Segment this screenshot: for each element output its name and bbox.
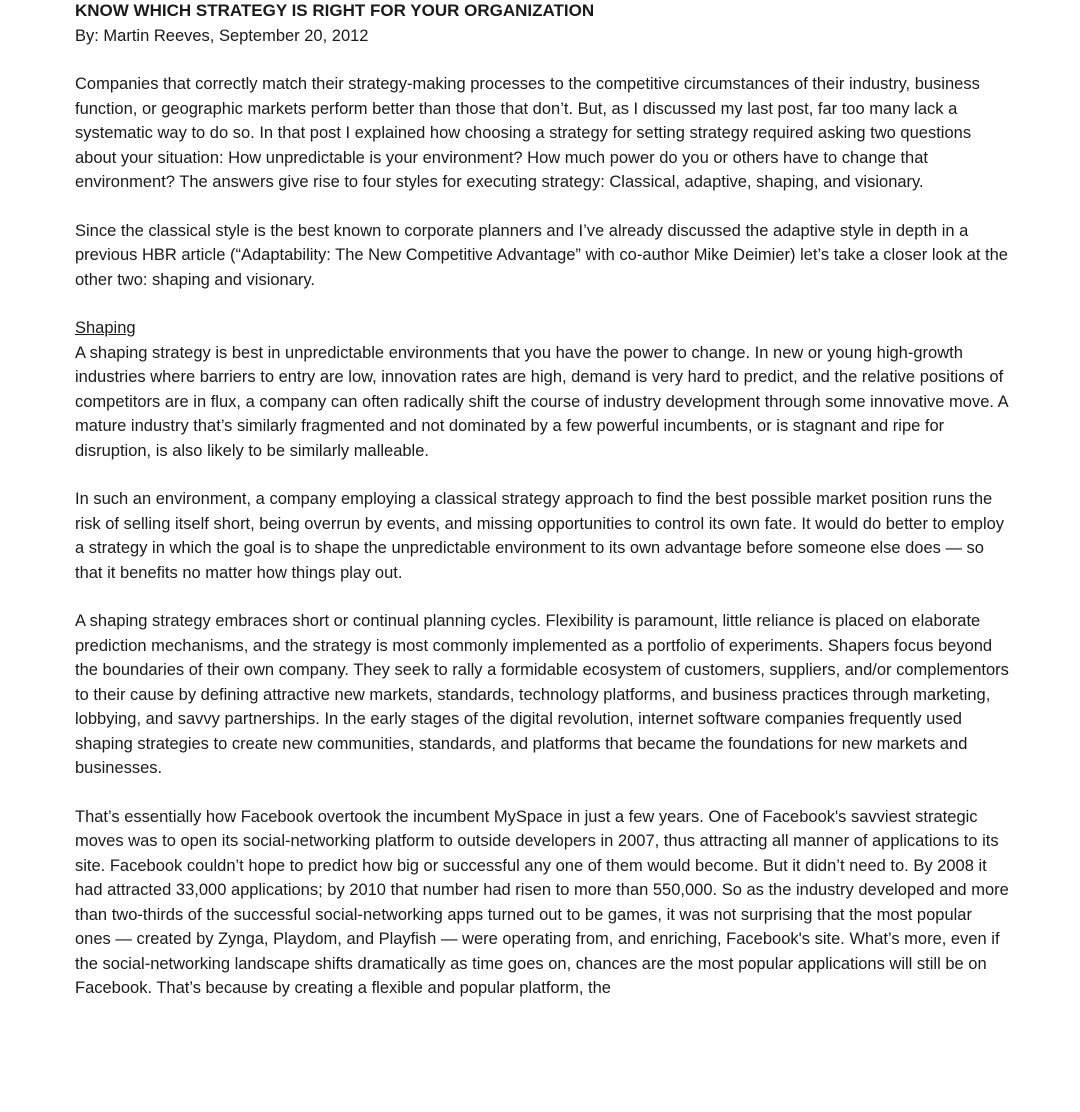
section-heading-shaping: Shaping xyxy=(75,319,136,337)
paragraph-shaping-definition: A shaping strategy is best in unpredictable environments that you have the power to change. In new or young high-growth industries where barriers to entry are low, innovation rates are high, demand is very hard to predict, and the relative positions of competitors are in flux, a company can often radically shift the course of industry development through some innovative move. A mature industry that’s similarly fragmented and not dominated by a few powerful incumbents, or is stagnant and ripe for disruption, is also likely to be similarly malleable. xyxy=(75,343,1008,460)
paragraph-shaping-planning: A shaping strategy embraces short or continual planning cycles. Flexibility is paramount, little reliance is placed on elaborate prediction mechanisms, and the strategy is most commonly implemented as a portfolio of experiments. Shapers focus beyond the boundaries of their own company. They seek to rally a formidable ecosystem of customers, suppliers, and/or complementors to their cause by defining attractive new markets, standards, technology platforms, and business practices through marketing, lobbying, and savvy partnerships. In the early stages of the digital revolution, internet software companies frequently used shaping strategies to create new communities, standards, and platforms that became the foundations for new markets and businesses. xyxy=(75,612,1009,777)
paragraph-intro: Companies that correctly match their strategy-making processes to the competitive circumstances of their industry, business function, or geographic markets perform better than those that don’t. But, as I discussed my last post, far too many lack a systematic way to do so. In that post I explained how choosing a strategy for setting strategy required asking two questions about your situation: How unpredictable is your environment? How much power do you or others have to change that environment? The answers give rise to four styles for executing strategy: Classical, adaptive, shaping, and visionary. xyxy=(75,75,980,191)
paragraph-styles-overview: Since the classical style is the best known to corporate planners and I’ve already discussed the adaptive style in depth in a previous HBR article (“Adaptability: The New Competitive Advantage” with co-author Mike Deimier) let’s take a closer look at the other two: shaping and visionary. xyxy=(75,221,1008,289)
article-page xyxy=(75,0,1010,1001)
article-title: KNOW WHICH STRATEGY IS RIGHT FOR YOUR ORGANIZATION xyxy=(75,1,595,20)
paragraph-facebook-example: That’s essentially how Facebook overtook the incumbent MySpace in just a few years. One of Facebook's savviest strategic moves was to open its social-networking platform to outside developers in 2007, thus attracting all manner of applications to its site. Facebook couldn’t hope to predict how big or successful any one of them would become. But it didn’t need to. By 2008 it had attracted 33,000 applications; by 2010 that number had risen to more than 550,000. So as the industry developed and more than two-thirds of the successful social-networking apps turned out to be games, it was not surprising that the most popular ones — created by Zynga, Playdom, and Playfish — were operating from, and enriching, Facebook's site. What’s more, even if the social-networking landscape shifts dramatically as time goes on, chances are the most popular applications will still be on Facebook. That’s because by creating a flexible and popular platform, the xyxy=(75,807,1009,997)
paragraph-shaping-environment: In such an environment, a company employing a classical strategy approach to find the best possible market position runs the risk of selling itself short, being overrun by events, and missing opportunities to control its own fate. It would do better to employ a strategy in which the goal is to shape the unpredictable environment to its own advantage before someone else does — so that it benefits no matter how things play out. xyxy=(75,490,1005,582)
article-byline: By: Martin Reeves, September 20, 2012 xyxy=(75,27,369,45)
